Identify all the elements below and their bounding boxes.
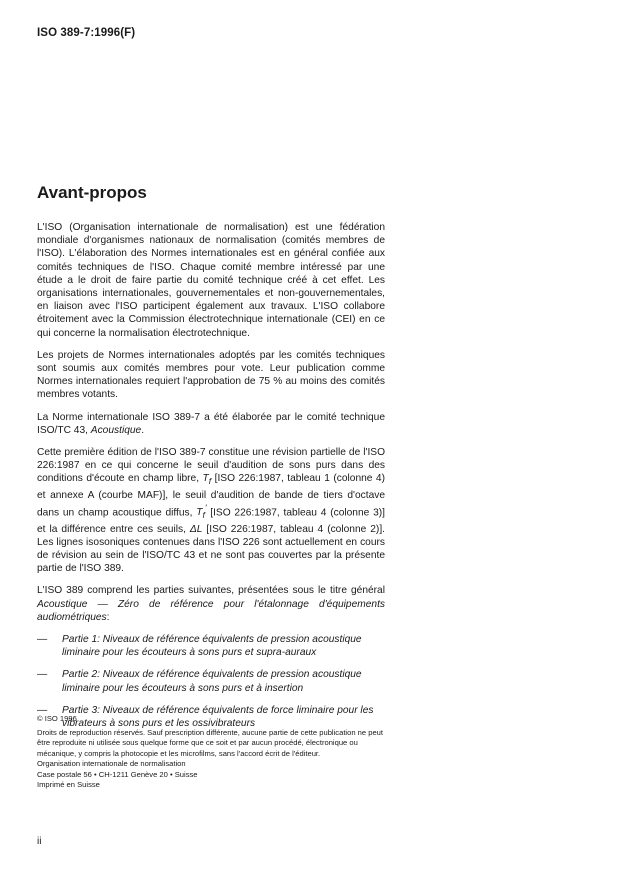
publisher-name: Organisation internationale de normalisation bbox=[37, 759, 186, 768]
symbol-tf-prime bbox=[196, 502, 207, 521]
page-number: ii bbox=[37, 836, 42, 847]
text-run: . bbox=[141, 424, 145, 436]
document-id: ISO 389-7:1996(F) bbox=[37, 27, 136, 39]
symbol-sub: f bbox=[202, 510, 205, 521]
part-title: Partie 1: Niveaux de référence équivalents de pression acoustique liminaire pour les écouteurs à sons purs et supra-auraux bbox=[62, 633, 362, 659]
paragraph-parts-intro bbox=[37, 584, 385, 624]
section-title: Avant-propos bbox=[37, 183, 147, 202]
symbol-letter: T bbox=[196, 507, 203, 519]
foreword-body bbox=[37, 221, 385, 739]
dash-bullet: — bbox=[37, 704, 48, 716]
paragraph-committee bbox=[37, 411, 385, 437]
committee-title: Acoustique bbox=[90, 424, 142, 436]
rights-statement: Droits de reproduction réservés. Sauf prescription différente, aucune partie de cette publication ne peut être reproduite ni utilisée sous quelque forme que ce soit et par aucun procédé, électronique ou mécanique, y compris la photocopie et les microfilms, sans l'accord écrit de l'éditeur. bbox=[37, 727, 384, 758]
paragraph-revision bbox=[37, 446, 385, 575]
symbol-tf bbox=[202, 473, 212, 487]
text-run: La Norme internationale ISO 389-7 a été élaborée par le comité technique ISO/TC 43, bbox=[37, 411, 385, 436]
symbol-letter: T bbox=[202, 473, 209, 485]
symbol-prime: ' bbox=[204, 502, 207, 513]
text-run: [ISO 226:1987, tableau 4 (colonne 2)]. Les lignes isosoniques contenues dans l'ISO 226 sont actuellement en cours de révision au sein de l'ISO/TC 43 et ne sont pas couvertes par la présente partie de l'ISO 389. bbox=[37, 523, 385, 575]
copyright-footer bbox=[37, 714, 385, 791]
symbol-delta-l: ΔL bbox=[189, 523, 203, 535]
copyright-notice: © ISO 1996 bbox=[37, 714, 77, 723]
publisher-address: Case postale 56 • CH-1211 Genève 20 • Suisse bbox=[37, 769, 198, 779]
text-run: [ISO 226:1987, tableau 1 (colonne 4) et annexe A (courbe MAF)], le seuil d'audition de bande de tiers d'octave dans un champ acoustique diffus, bbox=[37, 473, 385, 519]
symbol-sub: f bbox=[208, 476, 212, 487]
list-item bbox=[37, 668, 385, 694]
general-title: Acoustique — Zéro de référence pour l'étalonnage d'équipements audiométriques bbox=[37, 598, 385, 623]
part-title: Partie 3: Niveaux de référence équivalents de force liminaire pour les vibrateurs à sons purs et les ossivibrateurs bbox=[62, 704, 374, 729]
printed-in: Imprimé en Suisse bbox=[37, 780, 100, 789]
text-run: [ISO 226:1987, tableau 4 (colonne 3)] et la différence entre ces seuils, bbox=[37, 507, 385, 535]
paragraph-voting: Les projets de Normes internationales adoptés par les comités techniques sont soumis aux comités membres pour vote. Leur publication comme Normes internationales requiert l'approbation de 75 % au moins des comités membres votants. bbox=[37, 349, 385, 401]
dash-bullet: — bbox=[37, 669, 48, 681]
text-run: : bbox=[106, 611, 110, 623]
text-run: L'ISO 389 comprend les parties suivantes, présentées sous le titre général bbox=[37, 585, 385, 597]
paragraph-iso-intro: L'ISO (Organisation internationale de normalisation) est une fédération mondiale d'organismes nationaux de normalisation (comités membres de l'ISO). L'élaboration des Normes internationales est en général confiée aux comités techniques de l'ISO. Chaque comité membre intéressé par une étude a le droit de faire partie du comité technique créé à cet effet. Les organisations internationales, gouvernementales et non-gouvernementales, en liaison avec l'ISO participent également aux travaux. L'ISO collabore étroitement avec la Commission électrotechnique internationale (CEI) en ce qui concerne la normalisation électrotechnique. bbox=[37, 222, 385, 339]
list-item bbox=[37, 633, 385, 659]
part-title: Partie 2: Niveaux de référence équivalents de pression acoustique liminaire pour les écouteurs à sons purs et à insertion bbox=[62, 669, 362, 694]
text-run: Cette première édition de l'ISO 389-7 constitue une révision partielle de l'ISO 226:1987 en ce qui concerne le seuil d'audition de sons purs dans des conditions d'écoute en champ libre, bbox=[37, 447, 385, 485]
dash-bullet: — bbox=[37, 633, 48, 645]
